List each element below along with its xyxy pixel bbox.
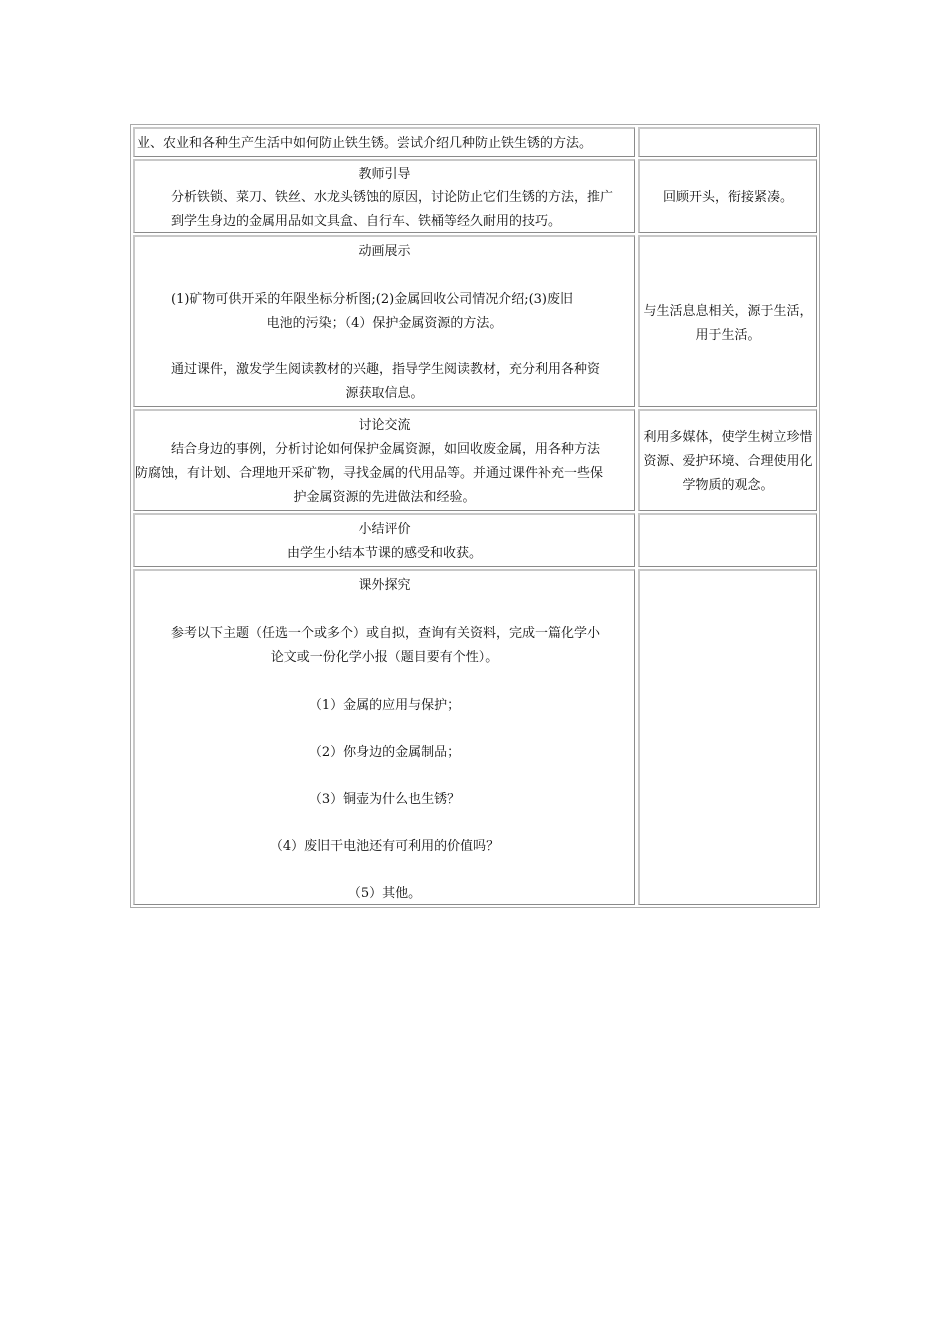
activity-text: 论文或一份化学小报（题目要有个性）。 — [270, 650, 499, 665]
activity-cell — [133, 235, 635, 407]
purpose-cell — [638, 513, 817, 567]
activity-text: 业、农业和各种生产生活中如何防止铁生锈。尝试介绍几种防止铁生锈的方法。 — [137, 136, 593, 151]
section-heading: 讨论交流 — [358, 418, 411, 433]
purpose-text: 用于生活。 — [695, 328, 761, 343]
activity-cell — [133, 409, 635, 511]
topic-item: （2）你身边的金属制品； — [308, 745, 461, 760]
table-row — [133, 235, 817, 407]
activity-text: 电池的污染；（4）保护金属资源的方法。 — [266, 316, 503, 331]
activity-text: 护金属资源的先进做法和经验。 — [293, 490, 476, 505]
section-heading: 动画展示 — [358, 244, 411, 259]
topic-item: （1）金属的应用与保护； — [308, 698, 461, 713]
purpose-cell — [638, 127, 817, 157]
activity-cell — [133, 513, 635, 567]
purpose-text: 与生活息息相关，源于生活， — [643, 304, 813, 319]
activity-text: 参考以下主题（任选一个或多个）或自拟，查询有关资料，完成一篇化学小 — [171, 626, 601, 641]
activity-cell — [133, 127, 635, 157]
topic-item: （3）铜壶为什么也生锈？ — [308, 792, 461, 807]
topic-item: （5）其他。 — [347, 886, 422, 901]
table-row — [133, 159, 817, 233]
purpose-text: 学物质的观念。 — [682, 478, 774, 493]
table-row — [133, 409, 817, 511]
table-row — [133, 569, 817, 905]
activity-text: 防腐蚀，有计划、合理地开采矿物，寻找金属的代用品等。并通过课件补充一些保 — [135, 466, 604, 481]
section-heading: 小结评价 — [358, 522, 411, 537]
purpose-cell — [638, 235, 817, 407]
activity-cell — [133, 569, 635, 905]
activity-text: 源获取信息。 — [345, 386, 424, 401]
activity-cell — [133, 159, 635, 233]
purpose-text: 利用多媒体，使学生树立珍惜 — [643, 430, 813, 445]
activity-text: 结合身边的事例，分析讨论如何保护金属资源，如回收废金属，用各种方法 — [171, 442, 601, 457]
activity-text: 分析铁锁、菜刀、铁丝、水龙头锈蚀的原因，讨论防止它们生锈的方法，推广 — [171, 190, 614, 205]
section-heading: 课外探究 — [358, 578, 411, 593]
topic-item: （4）废旧干电池还有可利用的价值吗？ — [269, 839, 500, 854]
purpose-cell — [638, 159, 817, 233]
table-row — [133, 127, 817, 157]
purpose-text: 回顾开头，衔接紧凑。 — [662, 190, 793, 205]
activity-text: (1)矿物可供开采的年限坐标分析图;(2)金属回收公司情况介绍;(3)废旧 — [171, 292, 574, 307]
purpose-cell — [638, 409, 817, 511]
activity-text: 通过课件，激发学生阅读教材的兴趣，指导学生阅读教材，充分利用各种资 — [171, 362, 601, 377]
lesson-plan-table — [130, 124, 820, 908]
purpose-cell — [638, 569, 817, 905]
table-row — [133, 513, 817, 567]
activity-text: 到学生身边的金属用品如文具盒、自行车、铁桶等经久耐用的技巧。 — [171, 214, 562, 229]
section-heading: 教师引导 — [358, 167, 411, 182]
activity-text: 由学生小结本节课的感受和收获。 — [286, 546, 482, 561]
purpose-text: 资源、爱护环境、合理使用化 — [643, 454, 813, 469]
